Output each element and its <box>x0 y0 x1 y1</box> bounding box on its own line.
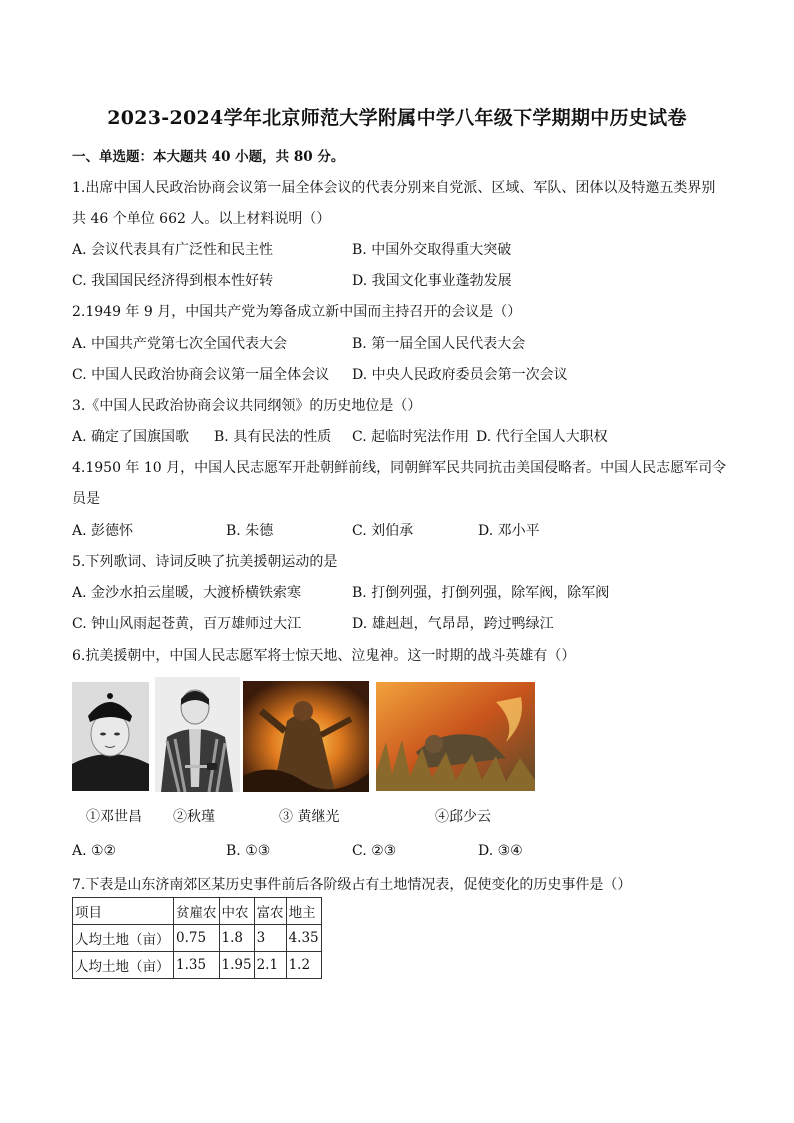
photo-caption-1: ①邓世昌 <box>86 809 142 825</box>
question-4-text-line-2: 员是 <box>72 491 100 507</box>
battle-painting-3 <box>243 681 369 792</box>
question-3-option-c: C. 起临时宪法作用 <box>352 429 470 445</box>
table-cell: 3 <box>254 925 286 952</box>
table-header-cell: 地主 <box>286 898 321 925</box>
question-2-option-c: C. 中国人民政治协商会议第一届全体会议 <box>72 367 330 383</box>
question-6-option-d: D. ③④ <box>478 843 523 859</box>
question-5-option-b: B. 打倒列强，打倒列强，除军阀，除军阀 <box>352 585 610 601</box>
question-3-option-d: D. 代行全国人大职权 <box>476 429 608 445</box>
section-heading: 一、单选题：本大题共 40 小题，共 80 分。 <box>72 149 345 165</box>
portrait-photo-1 <box>72 682 149 791</box>
table-header-cell: 贫雇农 <box>174 898 220 925</box>
question-3-text: 3.《中国人民政治协商会议共同纲领》的历史地位是（） <box>72 398 422 414</box>
photo-caption-2: ②秋瑾 <box>173 809 215 825</box>
battle-painting-3-image <box>243 681 369 792</box>
table-cell: 人均土地（亩） <box>73 952 174 979</box>
battle-painting-4-image <box>376 682 535 791</box>
question-4-option-a: A. 彭德怀 <box>72 523 134 539</box>
question-6-text: 6.抗美援朝中，中国人民志愿军将士惊天地、泣鬼神。这一时期的战斗英雄有（） <box>72 648 576 664</box>
portrait-photo-1-image <box>72 682 149 791</box>
question-1-option-c: C. 我国国民经济得到根本性好转 <box>72 273 274 289</box>
portrait-photo-2-image <box>155 677 240 792</box>
table-cell: 1.8 <box>219 925 254 952</box>
question-6-option-c: C. ②③ <box>352 843 397 859</box>
question-4-option-d: D. 邓小平 <box>478 523 540 539</box>
table-cell: 0.75 <box>174 925 220 952</box>
question-2-option-d: D. 中央人民政府委员会第一次会议 <box>352 367 568 383</box>
question-1-option-a: A. 会议代表具有广泛性和民主性 <box>72 242 274 258</box>
battle-painting-4 <box>376 682 535 791</box>
table-cell: 1.95 <box>219 952 254 979</box>
question-4-option-c: C. 刘伯承 <box>352 523 414 539</box>
table-row <box>73 952 322 979</box>
photo-caption-3: ③ 黄继光 <box>279 809 340 825</box>
question-6-option-b: B. ①③ <box>226 843 271 859</box>
photo-caption-4: ④邱少云 <box>435 809 491 825</box>
question-3-option-b: B. 具有民法的性质 <box>214 429 332 445</box>
question-1-text-line-2: 共 46 个单位 662 人。以上材料说明（） <box>72 211 331 227</box>
table-cell: 4.35 <box>286 925 321 952</box>
question-6-option-a: A. ①② <box>72 843 117 859</box>
question-2-option-a: A. 中国共产党第七次全国代表大会 <box>72 336 288 352</box>
table-row <box>73 925 322 952</box>
question-1-option-d: D. 我国文化事业蓬勃发展 <box>352 273 512 289</box>
question-3-option-a: A. 确定了国旗国歌 <box>72 429 190 445</box>
table-cell: 1.2 <box>286 952 321 979</box>
question-5-option-d: D. 雄赳赳，气昂昂，跨过鸭绿江 <box>352 616 554 632</box>
question-2-option-b: B. 第一届全国人民代表大会 <box>352 336 526 352</box>
table-header-cell: 中农 <box>219 898 254 925</box>
question-5-option-a: A. 金沙水拍云崖暖，大渡桥横铁索寒 <box>72 585 302 601</box>
question-7-text: 7.下表是山东济南郊区某历史事件前后各阶级占有土地情况表，促使变化的历史事件是（） <box>72 877 632 893</box>
question-4-option-b: B. 朱德 <box>226 523 274 539</box>
table-header-row <box>73 898 322 925</box>
question-1-option-b: B. 中国外交取得重大突破 <box>352 242 512 258</box>
table-header-cell: 富农 <box>254 898 286 925</box>
table-cell: 2.1 <box>254 952 286 979</box>
page-title: 2023-2024学年北京师范大学附属中学八年级下学期期中历史试卷 <box>107 107 687 129</box>
question-1-text-line-1: 1.出席中国人民政治协商会议第一届全体会议的代表分别来自党派、区域、军队、团体以及特邀五类界别 <box>72 180 716 196</box>
question-5-option-c: C. 钟山风雨起苍黄，百万雄师过大江 <box>72 616 302 632</box>
table-header-cell: 项目 <box>73 898 174 925</box>
question-5-text: 5.下列歌词、诗词反映了抗美援朝运动的是 <box>72 554 338 570</box>
portrait-photo-2 <box>155 677 240 792</box>
table-cell: 1.35 <box>174 952 220 979</box>
table-cell: 人均土地（亩） <box>73 925 174 952</box>
land-ownership-table <box>72 897 322 979</box>
question-4-text-line-1: 4.1950 年 10 月，中国人民志愿军开赴朝鲜前线，同朝鲜军民共同抗击美国侵略者。中国人民志愿军司令 <box>72 460 727 476</box>
question-2-text: 2.1949 年 9 月，中国共产党为筹备成立新中国而主持召开的会议是（） <box>72 304 522 320</box>
